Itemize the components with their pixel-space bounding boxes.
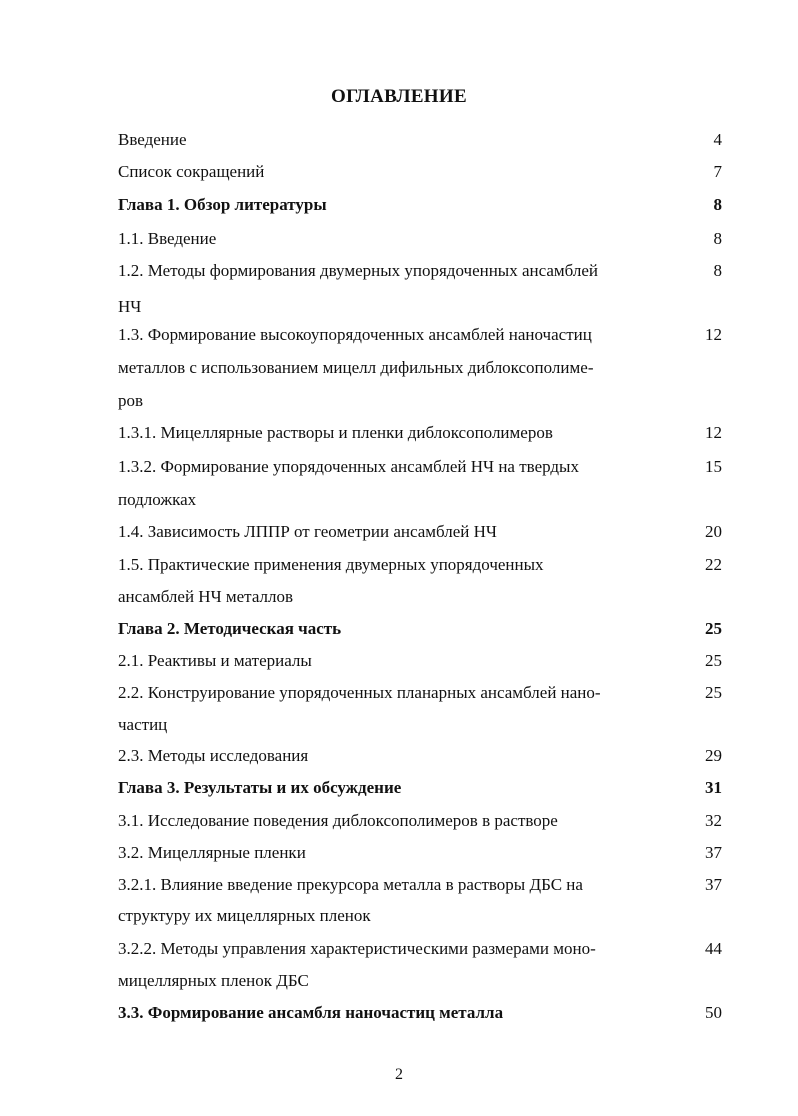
toc-entry-text: 1.3.1. Мицеллярные растворы и пленки диблоксополимеров [118, 423, 553, 442]
toc-entry-continuation: ансамблей НЧ металлов [118, 587, 294, 606]
toc-entry-page: 37 [705, 875, 722, 894]
toc-entry-text: 3.2. Мицеллярные пленки [118, 843, 306, 862]
toc-entry-page: 8 [713, 261, 722, 280]
page-number: 2 [395, 1066, 403, 1083]
toc-entry-continuation: мицеллярных пленок ДБС [118, 971, 309, 990]
toc-entry-page: 7 [713, 162, 722, 181]
toc-entry-text: 2.1. Реактивы и материалы [118, 651, 312, 670]
toc-entry-page: 37 [705, 843, 722, 862]
toc-entry-page: 8 [713, 195, 722, 214]
toc-entry-page: 8 [713, 229, 722, 248]
toc-entry-text: Глава 1. Обзор литературы [118, 195, 327, 214]
toc-entry-page: 25 [705, 651, 722, 670]
toc-entry-text: 1.1. Введение [118, 229, 217, 248]
toc-entry-text: 3.3. Формирование ансамбля наночастиц металла [118, 1003, 504, 1022]
toc-entry-text: 1.2. Методы формирования двумерных упорядоченных ансамблей [118, 261, 599, 280]
toc-entry-text: 3.2.2. Методы управления характеристическими размерами моно- [118, 939, 596, 958]
toc-entry-text: 1.3. Формирование высокоупорядоченных ансамблей наночастиц [118, 325, 592, 344]
toc-entry-text: 2.3. Методы исследования [118, 746, 309, 765]
toc-entry-page: 32 [705, 811, 722, 830]
toc-entry-text: 2.2. Конструирование упорядоченных планарных ансамблей нано- [118, 683, 601, 702]
toc-entry-text: 3.1. Исследование поведения диблоксополимеров в растворе [118, 811, 558, 830]
toc-entry-page: 31 [705, 778, 722, 797]
toc-entry-page: 12 [705, 325, 722, 344]
toc-entry-text: 1.5. Практические применения двумерных упорядоченных [118, 555, 544, 574]
toc-entry-text: Глава 2. Методическая часть [118, 619, 342, 638]
toc-entry-continuation: ров [118, 391, 144, 410]
toc-entry-page: 4 [713, 130, 722, 149]
toc-entry-page: 15 [705, 457, 722, 476]
toc-entry-text: 3.2.1. Влияние введение прекурсора металла в растворы ДБС на [118, 875, 583, 894]
toc-entry-text: Введение [118, 130, 187, 149]
toc-entry-page: 25 [705, 619, 722, 638]
toc-entry-text: Список сокращений [118, 162, 265, 181]
toc-entry-continuation: металлов с использованием мицелл дифильных диблоксополиме- [118, 358, 594, 377]
toc-entry-text: 1.4. Зависимость ЛППР от геометрии ансамблей НЧ [118, 522, 497, 541]
toc-entry-continuation: структуру их мицеллярных пленок [118, 906, 371, 925]
toc-title: ОГЛАВЛЕНИЕ [331, 86, 467, 107]
toc-entry-page: 12 [705, 423, 722, 442]
toc-entry-page: 44 [705, 939, 722, 958]
toc-entry-continuation: НЧ [118, 297, 142, 316]
toc-entry-text: 1.3.2. Формирование упорядоченных ансамблей НЧ на твердых [118, 457, 579, 476]
toc-entry-continuation: подложках [118, 490, 197, 509]
toc-entry-page: 50 [705, 1003, 722, 1022]
toc-entry-page: 22 [705, 555, 722, 574]
toc-entry-page: 29 [705, 746, 722, 765]
toc-entry-page: 20 [705, 522, 722, 541]
toc-entry-text: Глава 3. Результаты и их обсуждение [118, 778, 402, 797]
toc-entry-page: 25 [705, 683, 722, 702]
toc-entry-continuation: частиц [118, 715, 168, 734]
